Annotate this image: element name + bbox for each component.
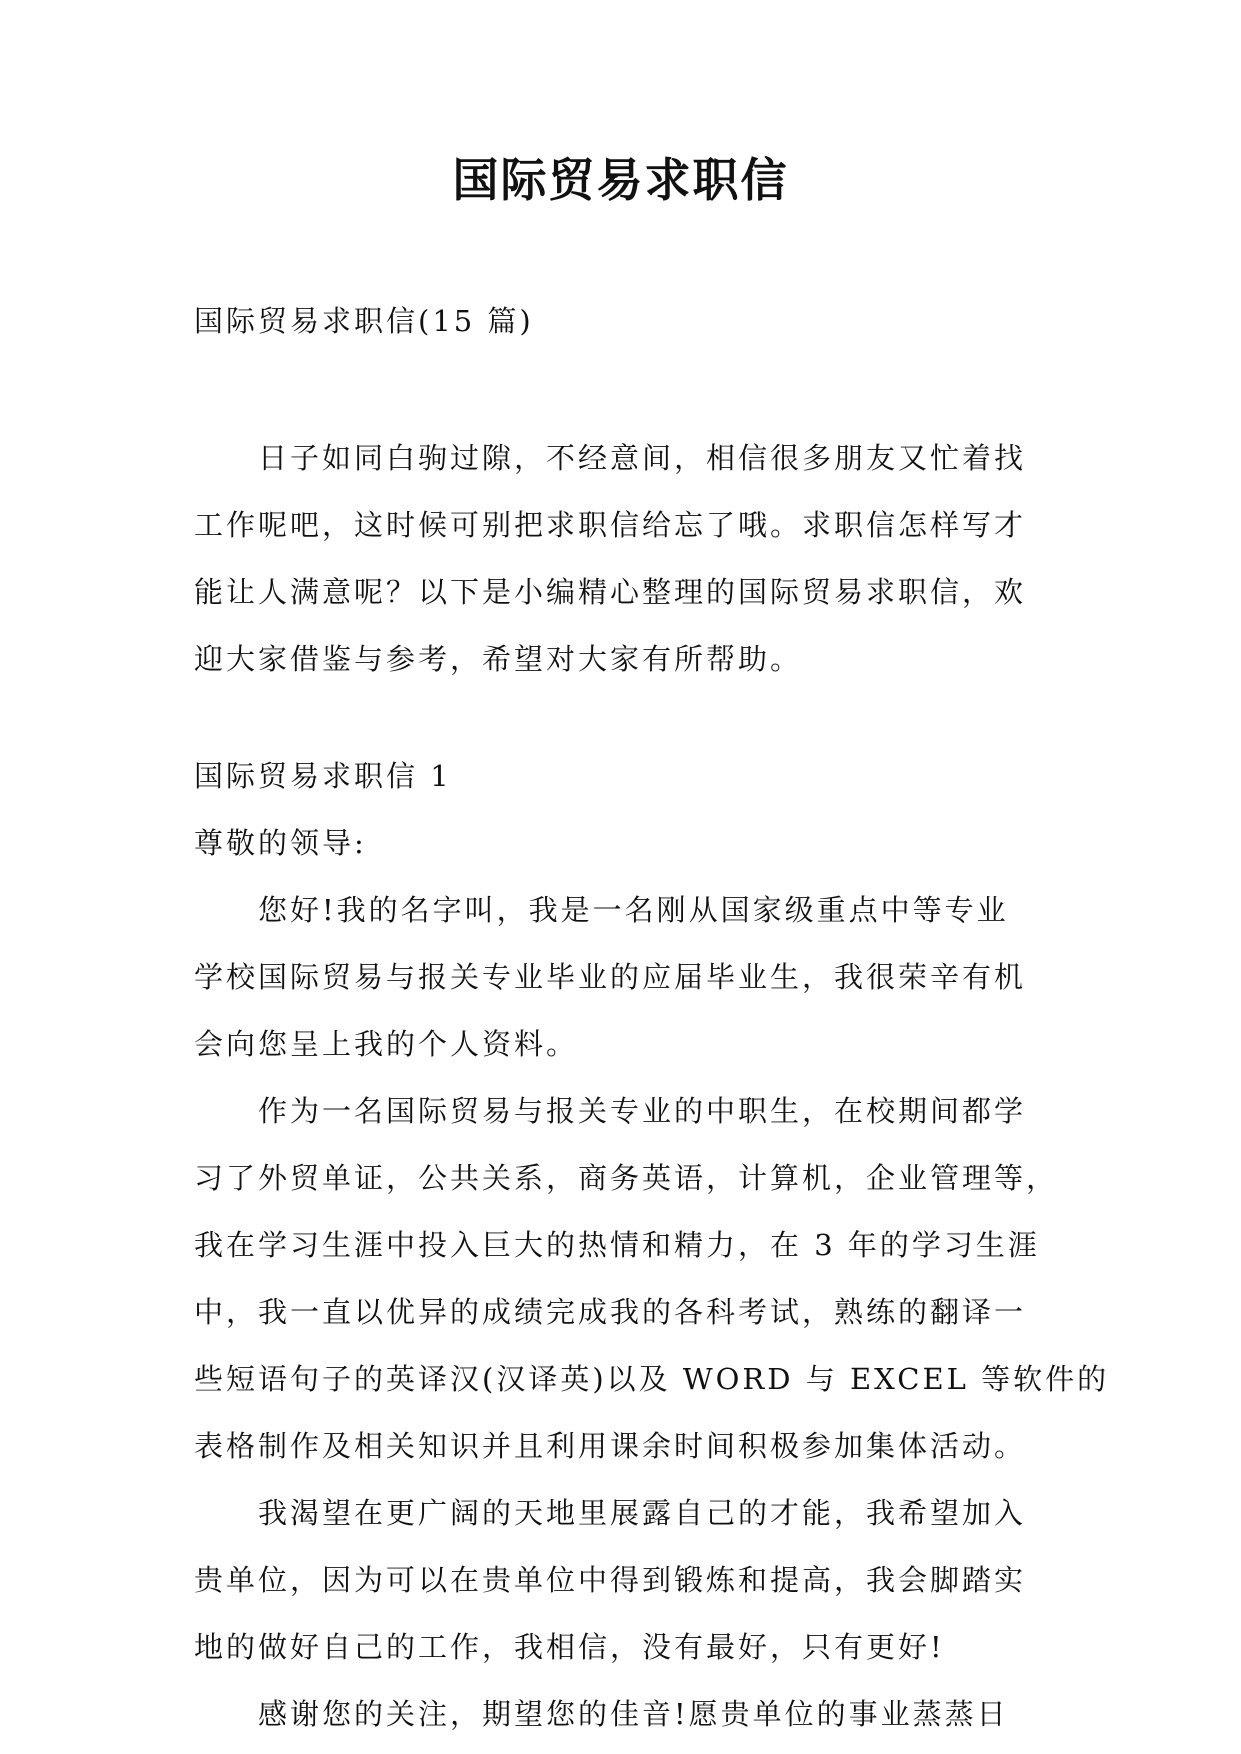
- paragraph-line: 会向您呈上我的个人资料。: [194, 1027, 579, 1061]
- paragraph-line: 学校国际贸易与报关专业毕业的应届毕业生，我很荣辛有机: [194, 960, 1027, 994]
- spacer: [194, 693, 1054, 743]
- paragraph-line: 贵单位，因为可以在贵单位中得到锻炼和提高，我会脚踏实: [194, 1563, 1027, 1597]
- intro-paragraph: [194, 425, 1054, 693]
- paragraph-line: 工作呢吧，这时候可别把求职信给忘了哦。求职信怎样写才: [194, 508, 1027, 542]
- paragraph-line: 我渴望在更广阔的天地里展露自己的才能，我希望加入: [258, 1496, 1027, 1530]
- letter-paragraph-4: [194, 1681, 1054, 1748]
- paragraph-line: 地的做好自己的工作，我相信，没有最好，只有更好!: [194, 1630, 945, 1664]
- paragraph-line: 您好!我的名字叫，我是一名刚从国家级重点中等专业: [258, 893, 1009, 927]
- document-subtitle: 国际贸易求职信(15 篇): [194, 304, 534, 338]
- letter-paragraph-2: [194, 1078, 1110, 1480]
- paragraph-line: 些短语句子的英译汉(汉译英)以及 WORD 与 EXCEL 等软件的: [194, 1362, 1110, 1396]
- spacer: [194, 355, 1054, 425]
- paragraph-line: 中，我一直以优异的成绩完成我的各科考试，熟练的翻译一: [194, 1295, 1027, 1329]
- letter-paragraph-1: [194, 877, 1054, 1078]
- section-heading: 国际贸易求职信 1: [194, 759, 452, 793]
- paragraph-line: 感谢您的关注，期望您的佳音!愿贵单位的事业蒸蒸日: [258, 1697, 1009, 1731]
- paragraph-line: 日子如同白驹过隙，不经意间，相信很多朋友又忙着找: [258, 441, 1027, 475]
- paragraph-line: 我在学习生涯中投入巨大的热情和精力，在 3 年的学习生涯: [194, 1228, 1040, 1262]
- letter-paragraph-3: [194, 1480, 1054, 1681]
- document-body: [194, 288, 1110, 1748]
- paragraph-line: 表格制作及相关知识并且利用课余时间积极参加集体活动。: [194, 1429, 1027, 1463]
- paragraph-line: 迎大家借鉴与参考，希望对大家有所帮助。: [194, 642, 803, 676]
- paragraph-line: 能让人满意呢？以下是小编精心整理的国际贸易求职信，欢: [194, 575, 1027, 609]
- salutation: 尊敬的领导:: [194, 826, 367, 860]
- document-title: 国际贸易求职信: [452, 153, 789, 207]
- paragraph-line: 习了外贸单证，公共关系，商务英语，计算机，企业管理等，: [194, 1161, 1059, 1195]
- paragraph-line: 作为一名国际贸易与报关专业的中职生，在校期间都学: [258, 1094, 1027, 1128]
